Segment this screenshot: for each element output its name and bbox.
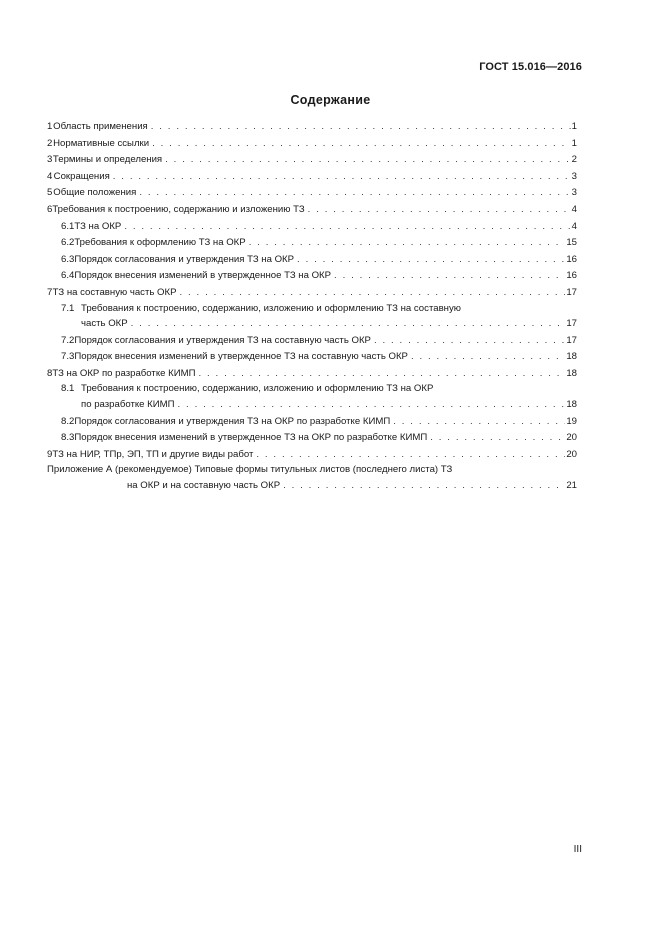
toc-entry-title: Область применения [53,121,148,132]
toc-entry-title: Нормативные ссылки [53,137,150,149]
toc-entry-page: 4 [571,203,577,215]
toc-entry-page: 4 [571,220,577,232]
document-code: ГОСТ 15.016—2016 [479,61,582,73]
toc-entry-title: Требования к построению, содержанию, изложению и оформлению ТЗ на ОКР [81,383,434,395]
leader-dots [124,219,570,236]
toc-entry[interactable] [47,285,577,302]
leader-dots [393,414,565,431]
toc-entry-number: 6 [47,203,53,215]
toc-entry-title-continued: на ОКР и на составную часть ОКР [127,479,281,491]
toc-entry-title: Порядок согласования и утверждения ТЗ на ОКР [74,253,295,265]
toc-entry[interactable] [47,219,577,236]
toc-entry[interactable] [47,447,577,464]
toc-entry-page: 17 [566,286,577,298]
toc-entry-page: 20 [566,448,577,460]
toc-entry-number: 7.1 [61,302,75,314]
toc-entry-title: Требования к построению, содержанию и изложению ТЗ [52,203,305,215]
toc-entry-number: 9 [47,448,53,460]
toc-entry[interactable] [47,136,577,153]
leader-dots [256,447,565,464]
page-number: III [573,844,582,855]
toc-entry-page: 16 [566,270,577,282]
toc-entry-title: Порядок внесения изменений в утвержденное ТЗ на ОКР [74,270,332,282]
toc-entry[interactable] [47,349,577,366]
toc-entry-number: 8.3 [61,432,75,444]
toc-entry-number: 8.1 [61,383,75,395]
toc-entry-number: 7 [47,286,53,298]
toc-entry-page: 20 [566,432,577,444]
toc-entry-title: ТЗ на НИР, ТПр, ЭП, ТП и другие виды работ [52,448,254,460]
toc-entry-page: 15 [566,237,577,249]
toc-entry-title: Общие положения [53,187,137,199]
toc-entry-title-continued: по разработке КИМП [81,398,175,410]
toc-entry-page: 3 [571,170,577,182]
toc-entry-number: 5 [47,187,53,199]
toc-entry-title: Порядок согласования и утверждения ТЗ на ОКР по разработке КИМП [74,415,391,427]
toc-entry-number: 8 [47,367,53,379]
toc-entry[interactable] [47,333,577,350]
toc-entry-number: 7.3 [61,351,75,363]
toc-entry-number: 6.1 [61,220,75,232]
toc-entry-page: 16 [566,253,577,265]
toc-entry-page: 21 [566,479,577,491]
toc-entry-number: 4 [47,170,53,182]
toc-entry-title: Требования к оформлению ТЗ на ОКР [74,237,246,249]
toc-entry[interactable] [47,268,577,285]
toc-entry[interactable] [47,169,577,186]
toc-entry-number: 3 [47,154,53,166]
toc-entry-number: 7.2 [61,334,75,346]
leader-dots [283,478,565,495]
leader-dots [308,202,571,219]
toc-entry[interactable] [47,202,577,219]
toc-entry-number: 8.2 [61,415,75,427]
toc-entry[interactable] [47,185,577,202]
leader-dots [249,235,566,252]
leader-dots [151,119,571,136]
leader-dots [374,333,565,350]
toc-entry-page: 19 [566,415,577,427]
toc-entry[interactable] [47,302,577,333]
leader-dots [113,169,571,186]
toc-entry[interactable] [47,414,577,431]
toc-entry[interactable] [47,430,577,447]
toc-entry-title: Порядок внесения изменений в утвержденное ТЗ на ОКР по разработке КИМП [74,432,428,444]
toc-entry-page: 1 [571,137,577,149]
leader-dots [139,185,570,202]
toc-entry-number: 2 [47,137,53,149]
table-of-contents [47,119,577,494]
toc-entry-page: 2 [571,154,577,166]
leader-dots [411,349,565,366]
toc-entry-title-continued: часть ОКР [81,318,128,330]
toc-entry[interactable] [47,252,577,269]
toc-entry-title: ТЗ на ОКР [74,220,122,232]
leader-dots [131,316,566,333]
toc-entry-title: ТЗ на ОКР по разработке КИМП [52,367,196,379]
toc-entry-title: Порядок внесения изменений в утвержденное ТЗ на составную часть ОКР [74,351,408,363]
leader-dots [165,152,571,169]
toc-entry-title: Приложение А (рекомендуемое) Типовые формы титульных листов (последнего листа) ТЗ [47,464,453,476]
leader-dots [297,252,565,269]
leader-dots [430,430,565,447]
toc-entry-page: 3 [571,187,577,199]
toc-entry-title: Сокращения [53,170,110,182]
toc-entry[interactable] [47,152,577,169]
leader-dots [178,397,566,414]
toc-entry-number: 6.4 [61,270,75,282]
toc-entry-page: 18 [566,351,577,363]
toc-entry-title: ТЗ на составную часть ОКР [52,286,177,298]
toc-entry[interactable] [47,119,577,136]
toc-entry-number: 6.3 [61,253,75,265]
toc-entry-number: 6.2 [61,237,75,249]
leader-dots [180,285,566,302]
leader-dots [152,136,571,153]
toc-entry-page: 18 [566,367,577,379]
toc-entry-page: 17 [566,334,577,346]
toc-entry-appendix[interactable] [47,463,577,494]
leader-dots [199,366,566,383]
toc-entry[interactable] [47,366,577,383]
toc-entry-title: Термины и определения [52,154,163,166]
toc-title: Содержание [290,93,371,107]
toc-entry-page: 1 [571,121,577,132]
toc-entry-title: Порядок согласования и утверждения ТЗ на составную часть ОКР [74,334,371,346]
leader-dots [334,268,565,285]
toc-entry-page: 18 [566,398,577,410]
toc-entry[interactable] [47,382,577,413]
toc-entry-number: 1 [47,121,53,132]
toc-entry-title: Требования к построению, содержанию, изложению и оформлению ТЗ на составную [81,302,461,314]
toc-entry[interactable] [47,235,577,252]
toc-entry-page: 17 [566,318,577,330]
